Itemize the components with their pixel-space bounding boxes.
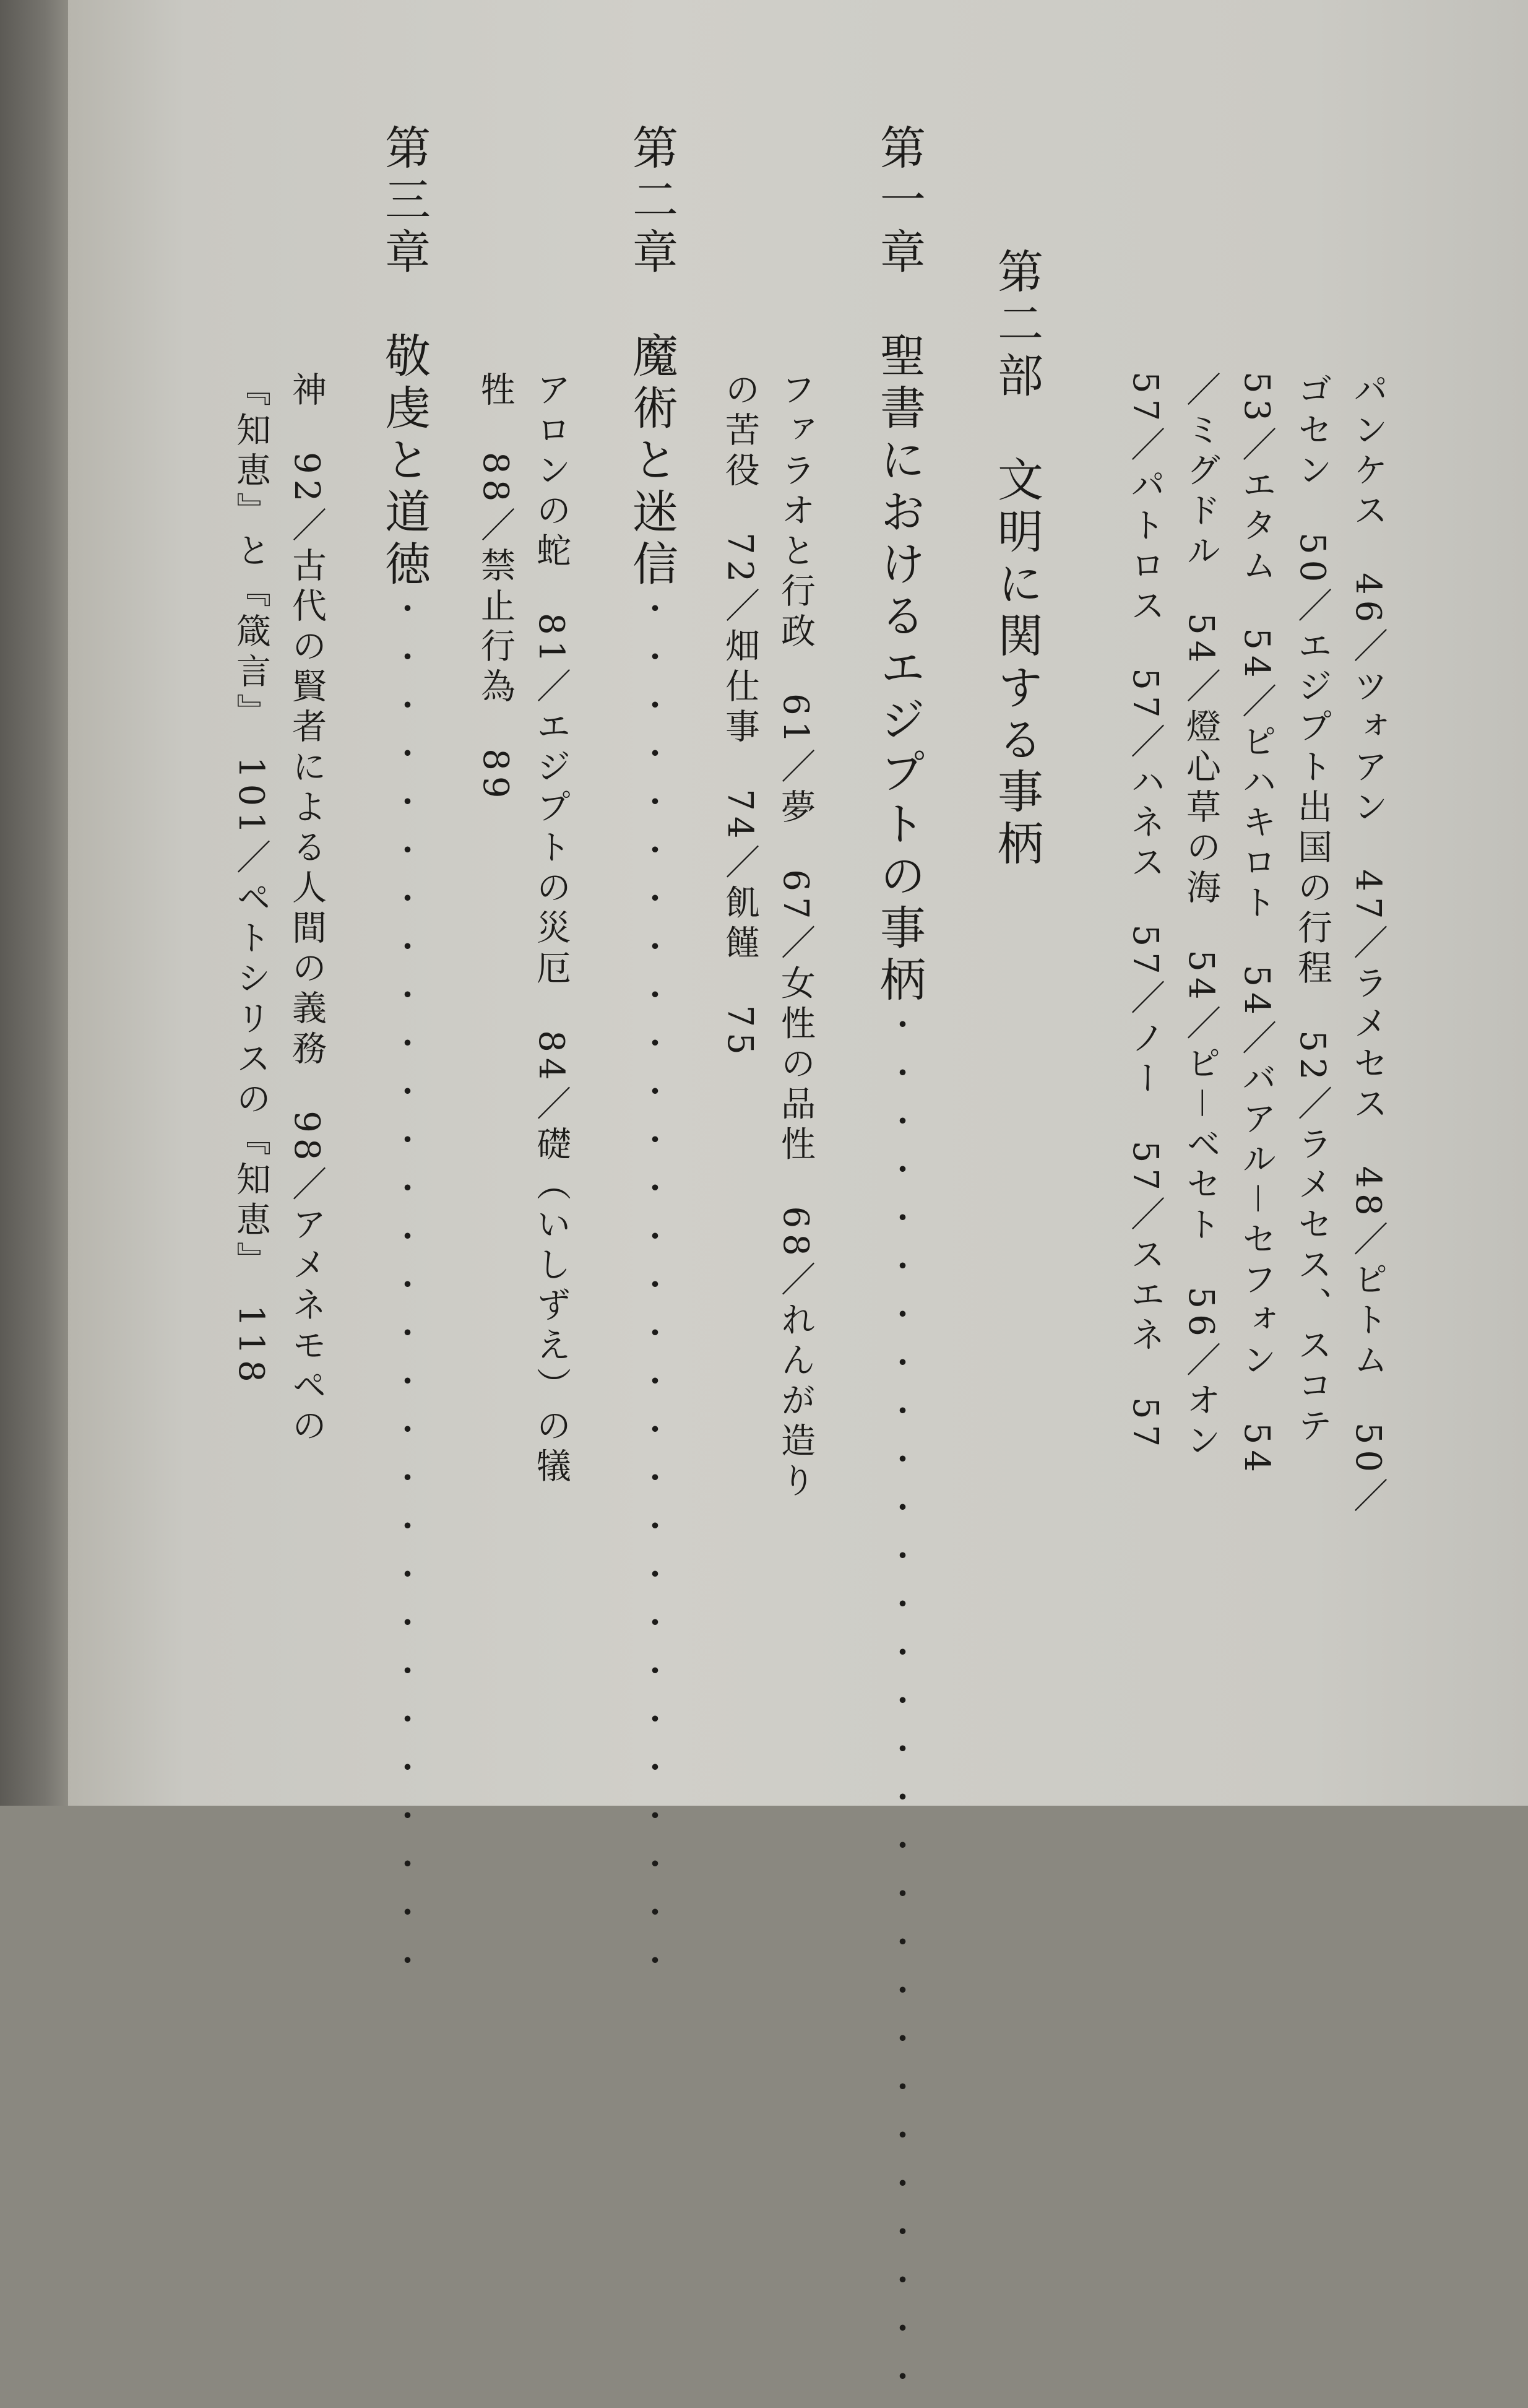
part-two-line-4: ／ミグドル 54／燈心草の海 54／ピ－ベセト 56／オン: [1181, 371, 1221, 1463]
chapter-2-line-2: 牲 88／禁止行為 89: [475, 371, 516, 804]
leader-dots: ・・・・・・・・・・・・・・・・・・・・・・・・・・・・・: [386, 592, 423, 1992]
chapter-1-heading: [866, 124, 932, 2408]
chapter-2-heading: [619, 124, 684, 1992]
book-page: [68, 0, 1528, 2408]
chapter-3-line-2: 『知恵』と『箴言』 101／ペトシリスの『知恵』 118: [231, 371, 271, 1388]
chapter-1-line-2: の苦役 72／畑仕事 74／飢饉 75: [720, 371, 760, 1060]
part-two-heading: 第二部 文明に関する事柄: [990, 248, 1043, 872]
chapter-1-title: 第一章 聖書におけるエジプトの事柄: [873, 124, 926, 1008]
chapter-1-line-1: ファラオと行政 61／夢 67／女性の品性 68／れんが造り: [775, 371, 816, 1503]
chapter-3-heading: [371, 124, 437, 1992]
leader-dots: ・・・・・・・・・・・・・・・・・・・・・・・・・・・・・: [633, 592, 670, 1992]
leader-dots: ・・・・・・・・・・・・・・・・・・・・・・・・・・・・・: [881, 1008, 918, 2408]
chapter-2-title: 第二章 魔術と迷信: [625, 124, 678, 592]
part-two-line-5: 57／パトロス 57／ハネス 57／ノー 57／スエネ 57: [1125, 371, 1165, 1453]
chapter-3-line-1: 神 92／古代の賢者による人間の義務 98／アメネモペの: [287, 371, 327, 1448]
part-two-line-3: 53／エタム 54／ピハキロト 54／バアル－セフォン 54: [1237, 371, 1277, 1478]
part-two-line-1: パンケス 46／ツォアン 47／ラメセス 48／ピトム 50／: [1348, 371, 1388, 1518]
chapter-3-title: 第三章 敬虔と道徳: [378, 124, 431, 592]
chapter-2-line-1: アロンの蛇 81／エジプトの災厄 84／礎（いしずえ）の犠: [531, 371, 571, 1488]
part-two-line-2: ゴセン 50／エジプト出国の行程 52／ラメセス、スコテ: [1292, 371, 1332, 1448]
